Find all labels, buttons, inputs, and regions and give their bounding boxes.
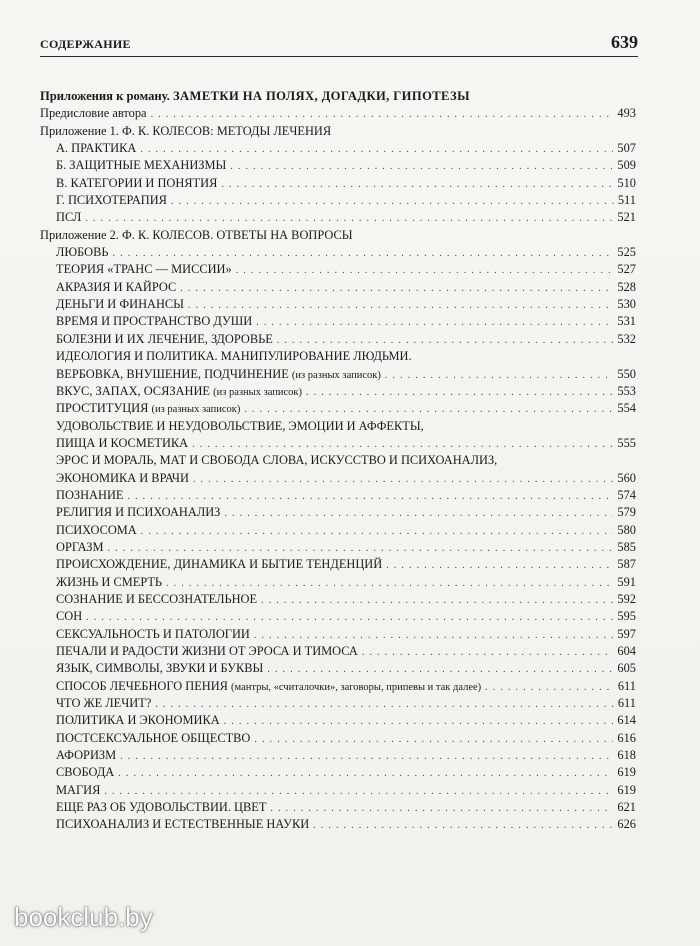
dot-leader bbox=[236, 262, 614, 279]
dot-leader bbox=[120, 748, 613, 765]
dot-leader bbox=[192, 436, 613, 453]
toc-entry-page: 509 bbox=[617, 158, 636, 173]
toc-entry-note: (мантры, «считалочки», заговоры, припевы и так далее) bbox=[231, 681, 482, 693]
toc-entry bbox=[40, 435, 636, 452]
toc-entry bbox=[40, 487, 636, 504]
dot-leader bbox=[171, 193, 614, 210]
dot-leader bbox=[86, 609, 613, 626]
toc-entry-page: 591 bbox=[617, 574, 636, 589]
toc-entry bbox=[40, 418, 636, 435]
toc-entry-preface bbox=[40, 105, 636, 122]
toc-entry bbox=[40, 313, 636, 330]
toc-entry-label: СВОБОДА bbox=[56, 765, 115, 780]
dot-leader bbox=[140, 141, 613, 158]
toc-entry-label: ДЕНЬГИ И ФИНАНСЫ bbox=[56, 297, 184, 312]
toc-entry-label: ПОЛИТИКА И ЭКОНОМИКА bbox=[56, 713, 220, 728]
toc-entry-page: 614 bbox=[617, 713, 636, 728]
toc-entry-page: 510 bbox=[617, 175, 636, 190]
toc-entry bbox=[40, 626, 636, 643]
table-of-contents bbox=[40, 88, 636, 834]
dot-leader bbox=[188, 297, 613, 314]
toc-entry bbox=[40, 660, 636, 677]
dot-leader bbox=[256, 314, 613, 331]
toc-entry-page: 585 bbox=[617, 539, 636, 554]
toc-entry-page: 554 bbox=[617, 401, 636, 416]
toc-entry bbox=[40, 209, 636, 226]
toc-entry-page: 527 bbox=[617, 262, 636, 277]
toc-entry bbox=[40, 279, 636, 296]
dot-leader bbox=[85, 210, 613, 227]
toc-entry-page: 592 bbox=[617, 591, 636, 606]
toc-entry bbox=[40, 678, 636, 695]
toc-entry bbox=[40, 400, 636, 417]
toc-entry-note: (из разных записок) bbox=[291, 369, 381, 381]
dot-leader bbox=[221, 176, 613, 193]
toc-entry bbox=[40, 383, 636, 400]
appendix-heading-prefix: Приложения к роману. bbox=[40, 89, 170, 103]
dot-leader bbox=[313, 817, 613, 834]
toc-entry-label: РЕЛИГИЯ И ПСИХОАНАЛИЗ bbox=[56, 505, 221, 520]
dot-leader bbox=[254, 731, 613, 748]
section-title: СОДЕРЖАНИЕ bbox=[40, 37, 131, 51]
toc-entry-page: 532 bbox=[617, 331, 636, 346]
dot-leader bbox=[224, 505, 613, 522]
toc-entry-page: 611 bbox=[617, 678, 636, 693]
toc-entry-page: 580 bbox=[617, 522, 636, 537]
toc-entry-label: ПРОСТИТУЦИЯ bbox=[56, 401, 149, 416]
toc-entry-page: 493 bbox=[617, 106, 636, 121]
toc-entry bbox=[40, 643, 636, 660]
toc-entry-page: 595 bbox=[617, 609, 636, 624]
toc-entry-label: Предисловие автора bbox=[40, 106, 147, 121]
dot-leader bbox=[104, 783, 613, 800]
toc-entry-label: ЭКОНОМИКА И ВРАЧИ bbox=[56, 470, 189, 485]
dot-leader bbox=[362, 644, 614, 661]
dot-leader bbox=[267, 661, 613, 678]
toc-entry-label: ПСЛ bbox=[56, 210, 82, 225]
toc-entry-label: ВКУС, ЗАПАХ, ОСЯЗАНИЕ bbox=[56, 383, 210, 398]
toc-entry bbox=[40, 157, 636, 174]
toc-entry bbox=[40, 591, 636, 608]
dot-leader bbox=[244, 401, 613, 418]
toc-entry bbox=[40, 192, 636, 209]
toc-entry bbox=[40, 504, 636, 521]
dot-leader bbox=[180, 280, 613, 297]
toc-entry-label: ЕЩЕ РАЗ ОБ УДОВОЛЬСТВИИ. ЦВЕТ bbox=[56, 800, 267, 815]
dot-leader bbox=[113, 245, 614, 262]
toc-entry bbox=[40, 574, 636, 591]
appendix2-list bbox=[40, 244, 636, 834]
toc-entry-label: ЛЮБОВЬ bbox=[56, 245, 109, 260]
dot-leader bbox=[151, 106, 614, 123]
toc-entry-label: ПСИХОАНАЛИЗ И ЕСТЕСТВЕННЫЕ НАУКИ bbox=[56, 817, 310, 832]
toc-entry-label: ВЕРБОВКА, ВНУШЕНИЕ, ПОДЧИНЕНИЕ bbox=[56, 366, 289, 381]
dot-leader bbox=[261, 592, 613, 609]
toc-entry bbox=[40, 764, 636, 781]
toc-entry-label: ВРЕМЯ И ПРОСТРАНСТВО ДУШИ bbox=[56, 314, 253, 329]
toc-entry-label: СЕКСУАЛЬНОСТЬ И ПАТОЛОГИИ bbox=[56, 626, 250, 641]
dot-leader bbox=[127, 488, 613, 505]
toc-entry bbox=[40, 695, 636, 712]
toc-entry-label: ЭРОС И МОРАЛЬ, МАТ И СВОБОДА СЛОВА, ИСКУССТВО И ПСИХОАНАЛИЗ, bbox=[56, 453, 498, 468]
dot-leader bbox=[385, 367, 614, 384]
toc-entry bbox=[40, 140, 636, 157]
toc-entry-page: 525 bbox=[617, 245, 636, 260]
toc-entry-page: 511 bbox=[617, 193, 636, 208]
toc-entry bbox=[40, 556, 636, 573]
toc-entry-page: 604 bbox=[617, 644, 636, 658]
toc-entry-label: ОРГАЗМ bbox=[56, 539, 104, 554]
toc-entry-page: 528 bbox=[617, 279, 636, 294]
toc-entry bbox=[40, 244, 636, 261]
toc-entry-label: ПИЩА И КОСМЕТИКА bbox=[56, 435, 189, 450]
dot-leader bbox=[224, 713, 614, 730]
toc-entry-note: (из разных записок) bbox=[151, 404, 241, 416]
dot-leader bbox=[254, 627, 614, 644]
toc-entry-page: 521 bbox=[617, 210, 636, 225]
toc-entry bbox=[40, 366, 636, 383]
toc-entry-page: 574 bbox=[617, 487, 636, 502]
appendix2-title-row bbox=[40, 227, 636, 244]
toc-entry-page: 621 bbox=[617, 800, 636, 815]
toc-entry-label: Б. ЗАЩИТНЫЕ МЕХАНИЗМЫ bbox=[56, 158, 227, 173]
toc-entry-label: ПОЗНАНИЕ bbox=[56, 487, 124, 502]
toc-entry-note: (из разных записок) bbox=[213, 386, 302, 398]
toc-entry-page: 553 bbox=[617, 383, 636, 398]
toc-entry-label: АКРАЗИЯ И КАЙРОС bbox=[56, 279, 177, 294]
toc-entry-label: ЧТО ЖЕ ЛЕЧИТ? bbox=[56, 696, 152, 711]
appendix2-title: Приложение 2. Ф. К. КОЛЕСОВ. ОТВЕТЫ НА ВОПРОСЫ bbox=[40, 227, 353, 242]
toc-entry-page: 579 bbox=[617, 505, 636, 520]
toc-entry-page: 597 bbox=[617, 626, 636, 641]
toc-entry-page: 619 bbox=[617, 765, 636, 780]
toc-entry bbox=[40, 348, 636, 365]
appendix1-list bbox=[40, 140, 636, 227]
toc-entry-page: 616 bbox=[617, 730, 636, 745]
toc-entry-label: ЯЗЫК, СИМВОЛЫ, ЗВУКИ И БУКВЫ bbox=[56, 661, 264, 676]
dot-leader bbox=[166, 575, 613, 592]
toc-entry bbox=[40, 261, 636, 278]
toc-entry-label: ТЕОРИЯ «ТРАНС — МИССИИ» bbox=[56, 262, 232, 277]
toc-entry-page: 626 bbox=[617, 817, 636, 832]
toc-entry-page: 550 bbox=[617, 366, 636, 381]
dot-leader bbox=[141, 523, 614, 540]
appendix-heading-title: ЗАМЕТКИ НА ПОЛЯХ, ДОГАДКИ, ГИПОТЕЗЫ bbox=[173, 89, 470, 103]
toc-entry-label: ПОСТСЕКСУАЛЬНОЕ ОБЩЕСТВО bbox=[56, 730, 251, 745]
dot-leader bbox=[230, 158, 613, 175]
toc-entry bbox=[40, 539, 636, 556]
toc-entry-label: СОЗНАНИЕ И БЕССОЗНАТЕЛЬНОЕ bbox=[56, 591, 258, 606]
dot-leader bbox=[155, 696, 614, 713]
dot-leader bbox=[270, 800, 613, 817]
toc-entry bbox=[40, 712, 636, 729]
toc-entry bbox=[40, 816, 636, 833]
toc-entry-label: Г. ПСИХОТЕРАПИЯ bbox=[56, 193, 167, 208]
appendix1-title-row bbox=[40, 123, 636, 140]
toc-entry-label: СПОСОБ ЛЕЧЕБНОГО ПЕНИЯ bbox=[56, 678, 228, 693]
toc-entry bbox=[40, 331, 636, 348]
dot-leader bbox=[118, 765, 613, 782]
page-number: 639 bbox=[611, 32, 638, 52]
toc-entry-page: 611 bbox=[617, 696, 636, 711]
toc-entry-page: 560 bbox=[617, 470, 636, 485]
appendix-heading bbox=[40, 88, 636, 105]
toc-entry-page: 587 bbox=[617, 557, 636, 572]
toc-entry bbox=[40, 747, 636, 764]
toc-entry-label: ПРОИСХОЖДЕНИЕ, ДИНАМИКА И БЫТИЕ ТЕНДЕНЦИЙ bbox=[56, 557, 383, 572]
toc-entry bbox=[40, 730, 636, 747]
toc-entry bbox=[40, 296, 636, 313]
toc-entry-label: ЖИЗНЬ И СМЕРТЬ bbox=[56, 574, 163, 589]
toc-entry-label: ПЕЧАЛИ И РАДОСТИ ЖИЗНИ ОТ ЭРОСА И ТИМОСА bbox=[56, 644, 358, 658]
dot-leader bbox=[108, 540, 614, 557]
dot-leader bbox=[386, 557, 613, 574]
toc-entry-page: 555 bbox=[617, 435, 636, 450]
toc-entry bbox=[40, 608, 636, 625]
dot-leader bbox=[193, 471, 613, 488]
toc-entry bbox=[40, 799, 636, 816]
dot-leader bbox=[485, 679, 614, 696]
toc-entry bbox=[40, 782, 636, 799]
toc-entry-page: 605 bbox=[617, 661, 636, 676]
toc-entry-label: ИДЕОЛОГИЯ И ПОЛИТИКА. МАНИПУЛИРОВАНИЕ ЛЮДЬМИ. bbox=[56, 349, 412, 364]
toc-entry-label: АФОРИЗМ bbox=[56, 748, 117, 763]
dot-leader bbox=[277, 332, 614, 349]
toc-entry bbox=[40, 522, 636, 539]
toc-entry bbox=[40, 470, 636, 487]
watermark-logo: bookclub.by bbox=[14, 902, 153, 932]
toc-entry-page: 531 bbox=[617, 314, 636, 329]
toc-entry-page: 619 bbox=[617, 782, 636, 797]
toc-entry bbox=[40, 452, 636, 469]
toc-entry-label: ПСИХОСОМА bbox=[56, 522, 137, 537]
toc-entry-label: МАГИЯ bbox=[56, 782, 101, 797]
dot-leader bbox=[306, 384, 613, 401]
running-head bbox=[40, 32, 638, 57]
toc-entry-page: 530 bbox=[617, 297, 636, 312]
toc-entry-label: СОН bbox=[56, 609, 83, 624]
toc-entry-label: УДОВОЛЬСТВИЕ И НЕУДОВОЛЬСТВИЕ, ЭМОЦИИ И АФФЕКТЫ, bbox=[56, 418, 424, 433]
toc-entry bbox=[40, 175, 636, 192]
toc-entry-page: 507 bbox=[617, 141, 636, 156]
toc-entry-label: БОЛЕЗНИ И ИХ ЛЕЧЕНИЕ, ЗДОРОВЬЕ bbox=[56, 331, 273, 346]
toc-entry-label: А. ПРАКТИКА bbox=[56, 141, 137, 156]
toc-entry-page: 618 bbox=[617, 748, 636, 763]
appendix1-title: Приложение 1. Ф. К. КОЛЕСОВ: МЕТОДЫ ЛЕЧЕНИЯ bbox=[40, 123, 332, 138]
toc-entry-label: В. КАТЕГОРИИ И ПОНЯТИЯ bbox=[56, 175, 218, 190]
